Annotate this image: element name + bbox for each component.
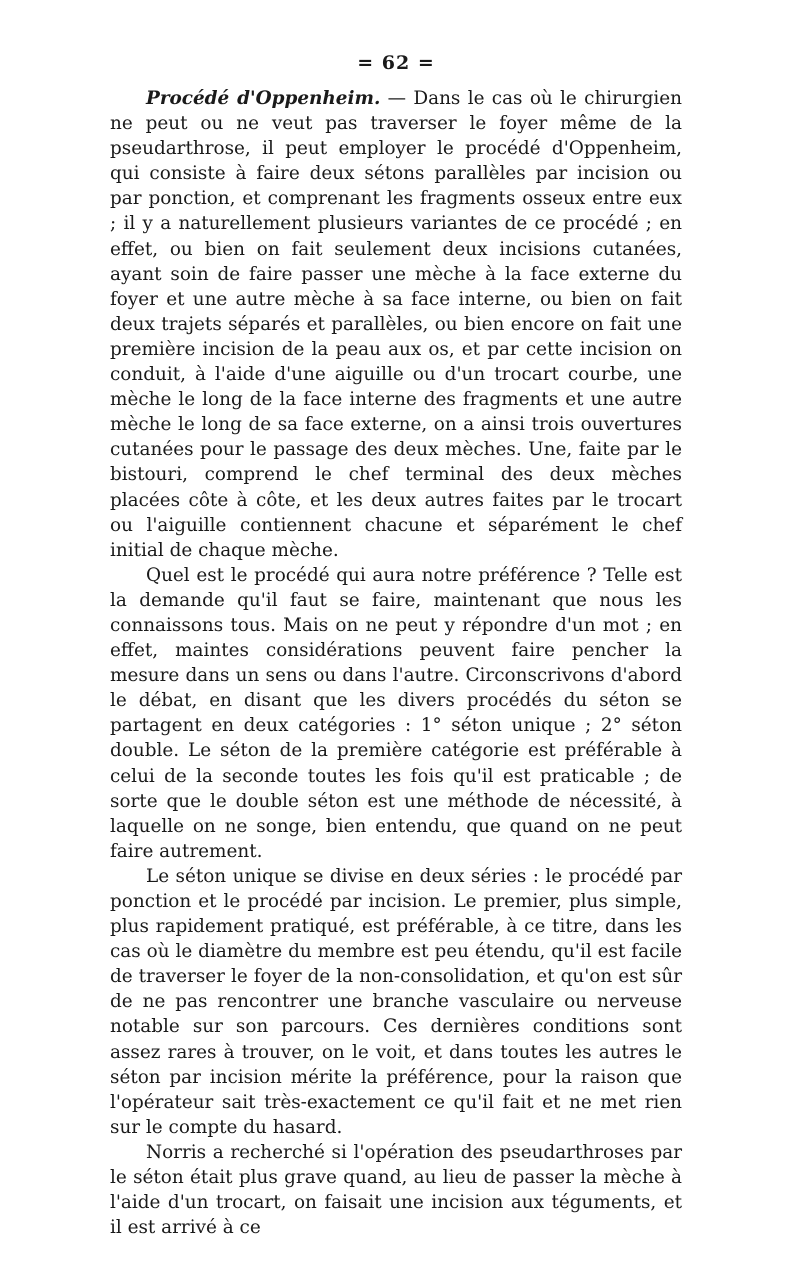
paragraph-text: Le séton unique se divise en deux séries : le procédé par ponction et le procédé par incision. Le premier, plus simple, plus rapidement pratiqué, est préférable, à ce titre, dans les cas où le diamètre du membre est peu étendu, qu'il est facile de traverser le foyer de la non-consolidation, et qu'on est sûr de ne pas rencontrer une branche vasculaire ou nerveuse notable sur son parcours. Ces dernières conditions sont assez rares à trouver, on le voit, et dans toutes les autres le séton par incision mérite la préférence, pour la raison que l'opérateur sait très-exactement ce qu'il fait et ne met rien sur le compte du hasard.	[110, 865, 682, 1138]
paragraph-text: Quel est le procédé qui aura notre préférence ? Telle est la demande qu'il faut se faire, maintenant que nous les connaissons tous. Mais on ne peut y répondre d'un mot ; en effet, maintes considérations peuvent faire pencher la mesure dans un sens ou dans l'autre. Circonscrivons d'abord le débat, en disant que les divers procédés du séton se partagent en deux catégories : 1° séton unique ; 2° séton double. Le séton de la première catégorie est préférable à celui de la seconde toutes les fois qu'il est praticable ; de sorte que le double séton est une méthode de nécessité, à laquelle on ne songe, bien entendu, que quand on ne peut faire autrement.	[110, 564, 682, 862]
paragraph-preference	[110, 563, 682, 864]
paragraph-norris	[110, 1140, 682, 1240]
book-page	[110, 48, 682, 1240]
paragraph-lead: Procédé d'Oppenheim.	[146, 88, 381, 109]
page-number: = 62 =	[357, 52, 435, 74]
paragraph-text: Norris a recherché si l'opération des pseudarthroses par le séton était plus grave quand, au lieu de passer la mèche à l'aide d'un trocart, on faisait une incision aux téguments, et il est arrivé à ce	[110, 1141, 682, 1239]
paragraph-oppenheim	[110, 86, 682, 563]
paragraph-seton-unique	[110, 864, 682, 1140]
paragraph-text: — Dans le cas où le chirurgien ne peut ou ne veut pas traverser le foyer même de la pseudarthrose, il peut employer le procédé d'Oppenheim, qui consiste à faire deux sétons parallèles par incision ou par ponction, et comprenant les fragments osseux entre eux ; il y a naturellement plusieurs variantes de ce procédé ; en effet, ou bien on fait seulement deux incisions cutanées, ayant soin de faire passer une mèche à la face externe du foyer et une autre mèche à sa face interne, ou bien on fait deux trajets séparés et parallèles, ou bien encore on fait une première incision de la peau aux os, et par cette incision on conduit, à l'aide d'une aiguille ou d'un trocart courbe, une mèche le long de la face interne des fragments et une autre mèche le long de sa face externe, on a ainsi trois ouvertures cutanées pour le passage des deux mèches. Une, faite par le bistouri, comprend le chef terminal des deux mèches placées côte à côte, et les deux autres faites par le trocart ou l'aiguille contiennent chacune et séparément le chef initial de chaque mèche.	[110, 88, 682, 561]
